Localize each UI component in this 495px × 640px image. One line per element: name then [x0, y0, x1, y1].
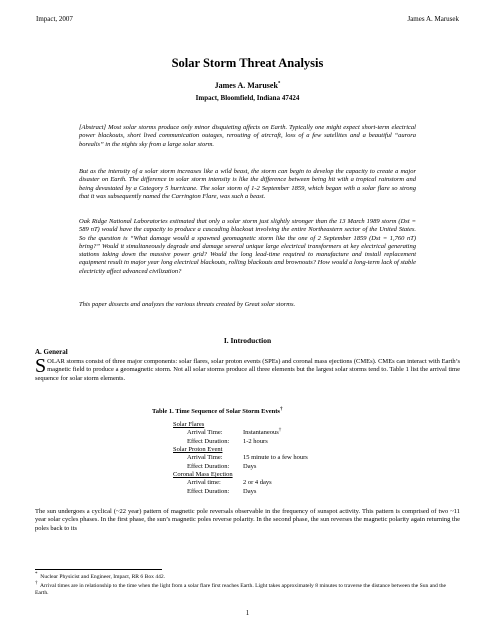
footnote-2 — [35, 583, 460, 597]
author-affiliation: Impact, Bloomfield, Indiana 47424 — [195, 94, 300, 102]
subsection-heading: A. General — [35, 348, 68, 356]
table-row — [173, 454, 308, 462]
table-row — [173, 488, 272, 496]
table-category: Solar Flares — [173, 421, 205, 428]
footnote-mark: * — [35, 572, 38, 578]
table-row-label: Effect Duration: — [187, 487, 230, 495]
table-row-mark: † — [278, 428, 282, 434]
body-paragraph: The sun undergoes a cyclical (~22 year) pattern of magnetic pole reversals observable in the frequency of sunspot activity. This pattern is comprised of two ~11 year solar cycles phases. In the first phase, the sun’s magnetic poles reverse polarity. In the second phase, the sun reverses the magnetic polarity again returning the poles back to its — [35, 508, 460, 532]
footnote-mark: † — [35, 581, 38, 587]
abstract-paragraph-4: This paper dissects and analyzes the various threats created by Great solar storms. — [79, 301, 296, 308]
author-footnote-mark: * — [277, 81, 281, 87]
footnote-1 — [35, 574, 460, 581]
table-row-label: Effect Duration: — [187, 437, 230, 445]
table-row-value: 2 or 4 days — [243, 479, 272, 487]
footnote-text: Nuclear Physicist and Engineer, Impact, RR 6 Box 442. — [40, 574, 166, 580]
table-group-solar-flares — [173, 421, 281, 446]
table-row-value: Days — [243, 487, 257, 495]
table-category: Coronal Mass Ejection — [173, 471, 233, 478]
table-caption-mark: † — [279, 406, 283, 412]
page-number: 1 — [245, 609, 250, 617]
table-group-solar-proton-event — [173, 446, 308, 471]
table-row-label: Arrival Time: — [187, 454, 223, 462]
table-row-label: Arrival Time: — [187, 429, 223, 437]
table-row-label: Arrival time: — [187, 479, 221, 487]
table-row-value: Instantaneous† — [243, 428, 282, 437]
table-row — [173, 463, 308, 471]
table-category: Solar Proton Event — [173, 446, 223, 453]
running-header-right: James A. Marusek — [407, 15, 459, 23]
footnote-divider — [35, 569, 162, 570]
section-heading: I. Introduction — [223, 336, 272, 345]
intro-paragraph — [35, 355, 460, 383]
table-row-value: 15 minute to a few hours — [243, 454, 308, 462]
abstract-paragraph-2: But as the intensity of a solar storm increases like a wild beast, the storm can begin to develop the capacity to create a major disaster on Earth. The difference in solar storm intensity is like the difference between being hit with a tropical rainstorm and being devastated by a Category 5 hurricane. The solar storm of 1-2 September 1859, which began with a solar flare so strong that it was subsequently named the Carrington Flare, was such a beast. — [79, 168, 416, 200]
table-caption — [152, 408, 282, 415]
table-row-label: Effect Duration: — [187, 462, 230, 470]
table-row — [173, 479, 272, 487]
table-row-value: 1-2 hours — [243, 437, 268, 445]
author-line — [0, 81, 495, 90]
running-header-left: Impact, 2007 — [36, 15, 73, 23]
table-row — [173, 429, 281, 437]
abstract-paragraph-1: [Abstract] Most solar storms produce only minor disquieting affects on Earth. Typically one might expect short-term electrical power blackouts, short lived communication outages, rerouting of aircraft, loss of a few satellites and a beautiful “aurora borealis” in the nights sky from a large solar storm. — [79, 124, 416, 148]
table-row-value: Days — [243, 462, 257, 470]
footnote-text: Arrival times are in relationship to the time when the light from a solar flare first reaches Earth. Light takes approximately 8 minutes to traverse the distance between the Sun and the Earth. — [35, 583, 447, 596]
intro-text: OLAR storms consist of three major components: solar flares, solar proton events (SPEs) and coronal mass ejections (CMEs). CMEs can interact with Earth’s magnetic field to produce a geomagnetic storm. Not all solar storms produce all three elements but the largest solar storms tend to. Table 1 list the arrival time sequence for solar storm elements. — [35, 358, 460, 382]
drop-cap: S — [35, 355, 47, 377]
table-row — [173, 438, 281, 446]
table-caption-text: Table 1. Time Sequence of Solar Storm Events — [152, 408, 280, 415]
abstract-paragraph-3: Oak Ridge National Laboratories estimated that only a solar storm just slightly stronger than the 13 March 1989 storm (Dst = 589 nT) would have the capacity to produce a cascading blackout involving the entire Northeastern sector of the United States. So the question is “What damage would a spawned geomagnetic storm like the one of 2 September 1859 (Dst = 1,760 nT) bring?” Would it simultaneously degrade and damage several unique large electrical transformers at key electrical generating stations taking down the massive power grid? Would the long lead-time required to manufacture and install replacement equipment result in major year long electrical blackouts, rolling blackouts and brownouts? How would a long-term lack of stable electricity affect advanced civilization? — [79, 218, 416, 275]
author-name: James A. Marusek — [214, 81, 278, 90]
table-group-coronal-mass-ejection — [173, 471, 272, 496]
paper-title: Solar Storm Threat Analysis — [171, 56, 324, 70]
